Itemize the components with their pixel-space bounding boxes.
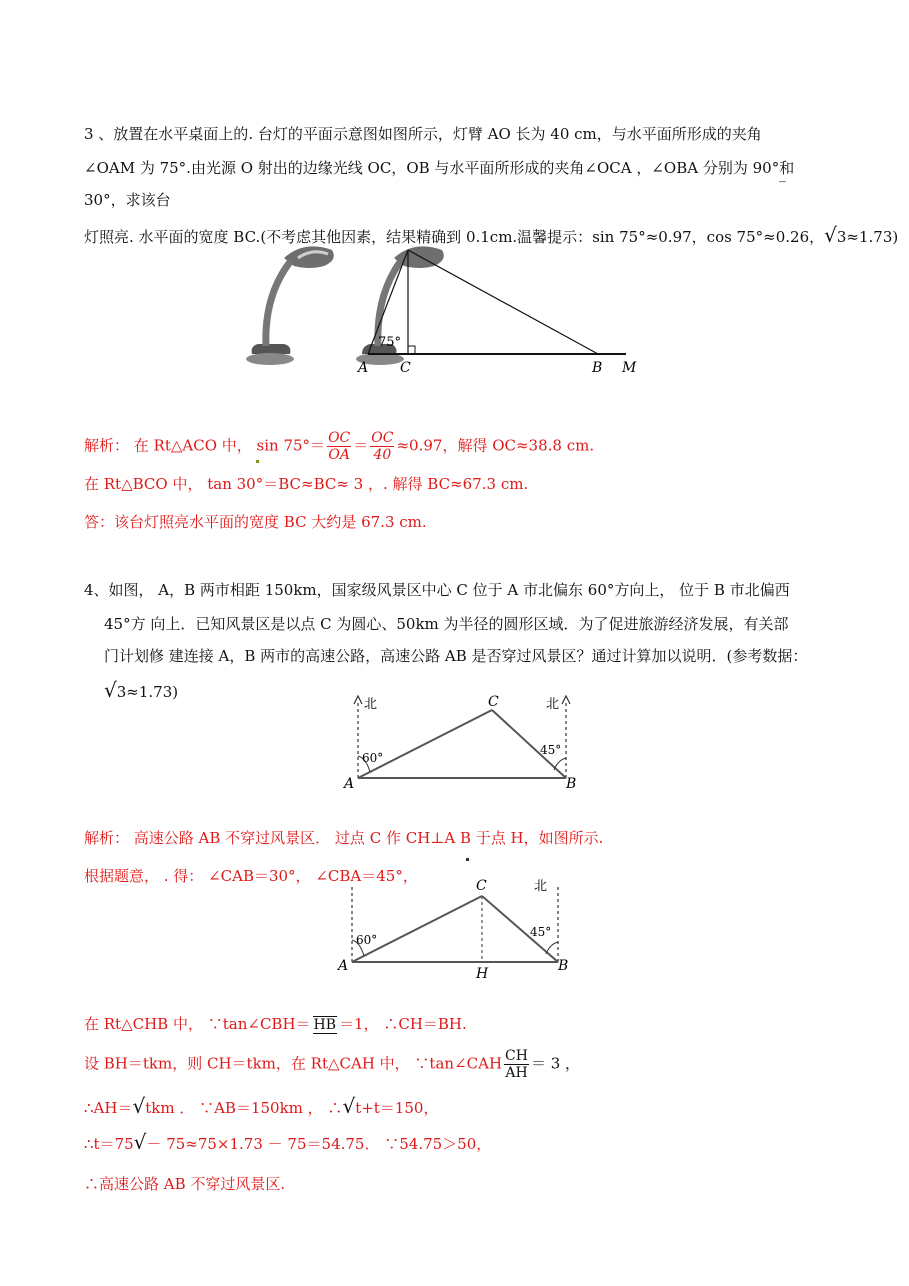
- point-A-label: A: [344, 776, 355, 792]
- sol4-line-3: [84, 1014, 467, 1034]
- stray-dash: ‾: [779, 180, 786, 196]
- sol4-line-4-tail: ＝ 3 ，: [530, 1054, 581, 1073]
- q4-line-4-text: 3≈1.73): [116, 683, 179, 701]
- point-B-label: B: [566, 776, 577, 792]
- denominator: AH: [505, 1065, 528, 1081]
- sol4-line-1: 解析： 高速公路 AB 不穿过风景区． 过点 C 作 CH⊥A B 于点 H，如图所示.: [84, 829, 604, 847]
- lamp-left: [246, 246, 334, 365]
- sol4-line-5-tail: t+t＝150，: [355, 1099, 439, 1117]
- q3-line-4-tail: 3≈1.73): [836, 228, 899, 246]
- sol4-line-7: ∴高速公路 AB 不穿过风景区.: [84, 1175, 286, 1193]
- sol3-line-1-text: 解析： 在 Rt△ACO 中， sin 75°＝: [84, 436, 326, 455]
- sol4-line-5: [84, 1096, 438, 1118]
- north-right-label: 北: [534, 879, 548, 894]
- angle-75-label: 75°: [378, 335, 402, 350]
- sol3-line-1-tail: ≈0.97，解得 OC≈38.8 cm.: [396, 436, 595, 455]
- north-left-label: 北: [364, 697, 378, 712]
- lamp-figure: [240, 236, 660, 386]
- stray-dot: [256, 460, 259, 463]
- point-B-label: B: [558, 958, 569, 974]
- angle-45-label: 45°: [530, 925, 552, 939]
- point-C-label: C: [488, 694, 499, 710]
- sqrt-symbol: √: [104, 678, 117, 702]
- numerator: CH: [505, 1048, 528, 1064]
- sol4-line-6-text: ∴t＝75: [84, 1135, 134, 1153]
- sol4-line-5-text: ∴AH＝: [84, 1099, 133, 1117]
- q4-line-1: 4、如图， A，B 两市相距 150km，国家级风景区中心 C 位于 A 市北偏东 60°方向上， 位于 B 市北偏西: [84, 581, 790, 599]
- stray-dot: [466, 858, 469, 861]
- q3-line-2: ∠OAM 为 75°.由光源 O 射出的边缘光线 OC，OB 与水平面所形成的夹角∠OCA ，∠OBA 分别为 90°和: [84, 159, 795, 177]
- sqrt-symbol: √: [132, 1094, 146, 1118]
- sol4-line-6: [84, 1132, 491, 1154]
- point-C-label: C: [476, 878, 487, 894]
- sol4-line-4: [84, 1048, 580, 1081]
- sol4-line-3-tail: ＝1， ∴CH＝BH.: [339, 1015, 467, 1033]
- angle-60-label: 60°: [356, 933, 378, 947]
- point-A-label: A: [338, 958, 349, 974]
- q3-line-1: 3 、放置在水平桌面上的. 台灯的平面示意图如图所示，灯臂 AO 长为 40 cm，与水平面所形成的夹角: [84, 125, 762, 143]
- numerator: OC: [328, 430, 351, 446]
- point-C-label: C: [400, 360, 411, 376]
- sol4-line-6-tail: － 75≈75×1.73 － 75＝54.75． ∵54.75＞50，: [146, 1135, 492, 1153]
- sol3-line-2: 在 Rt△BCO 中， tan 30°＝BC≈BC≈ 3 ，. 解得 BC≈67.3 cm.: [84, 475, 529, 493]
- sol4-line-2: 根据题意， . 得： ∠CAB＝30°， ∠CBA＝45°，: [84, 867, 418, 885]
- angle-60-label: 60°: [362, 751, 384, 765]
- point-M-label: M: [622, 360, 637, 376]
- q4-line-2: 45°方 向上．已知风景区是以点 C 为圆心、50km 为半径的圆形区域．为了促进旅游经济发展，有关部: [104, 615, 789, 633]
- north-right-label: 北: [546, 697, 560, 712]
- point-B-label: B: [592, 360, 603, 376]
- q4-line-4: [104, 680, 178, 702]
- sol3-line-1: [84, 430, 594, 463]
- fraction-oc-40: [370, 430, 394, 463]
- sqrt-symbol: √: [824, 223, 837, 247]
- triangle-figure-2: [334, 878, 584, 984]
- point-A-label: A: [358, 360, 369, 376]
- point-H-label: H: [476, 966, 489, 982]
- sol3-line-3: 答：该台灯照亮水平面的宽度 BC 大约是 67.3 cm.: [84, 513, 427, 531]
- fraction-hb: [313, 1016, 338, 1034]
- angle-45-label: 45°: [540, 743, 562, 757]
- sol4-line-4-text: 设 BH＝tkm，则 CH＝tkm，在 Rt△CAH 中， ∵tan∠CAH: [84, 1054, 503, 1073]
- q4-line-3: 门计划修 建连接 A，B 两市的高速公路，高速公路 AB 是否穿过风景区？通过计算加以说明．(参考数据：: [104, 647, 808, 665]
- denominator: HB: [313, 1017, 337, 1033]
- sol4-line-3-text: 在 Rt△CHB 中， ∵tan∠CBH＝: [84, 1015, 311, 1033]
- sqrt-symbol: √: [133, 1130, 147, 1154]
- sol4-line-5-mid: tkm ． ∵AB＝150km ， ∴: [145, 1099, 343, 1117]
- triangle-figure-1: [340, 692, 590, 798]
- numerator: OC: [371, 430, 394, 446]
- sqrt-symbol: √: [342, 1094, 356, 1118]
- equals: ＝: [353, 436, 369, 455]
- fraction-ch-ah: [504, 1048, 529, 1081]
- fraction-oc-oa: [327, 430, 351, 463]
- q3-line-3: 30°，求该台: [84, 191, 171, 209]
- denominator: OA: [328, 447, 350, 463]
- denominator: 40: [373, 447, 392, 463]
- q3-line-4-text: 灯照亮. 水平面的宽度 BC.(不考虑其他因素，结果精确到 0.1cm.温馨提示：sin 75°≈0.97，cos 75°≈0.26，: [84, 228, 825, 246]
